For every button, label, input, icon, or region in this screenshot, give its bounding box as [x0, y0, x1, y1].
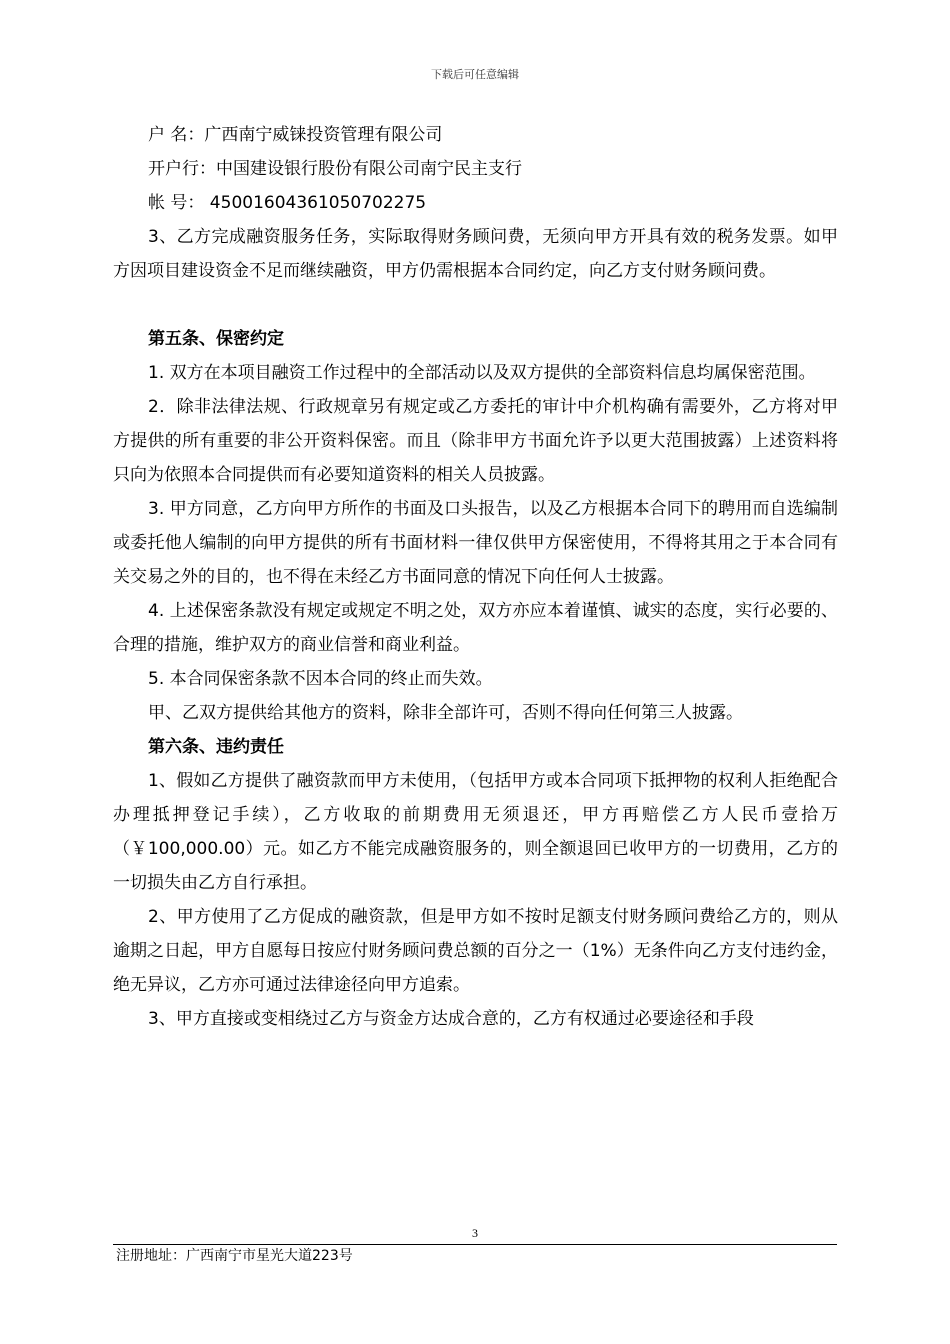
page-number: 3	[472, 1226, 478, 1240]
account-number-line: 帐 号： 45001604361050702275	[148, 193, 427, 213]
clause-4-item-3: 3、乙方完成融资服务任务，实际取得财务顾问费，无须向甲方开具有效的税务发票。如甲方因项目建设资金不足而继续融资，甲方仍需根据本合同约定，向乙方支付财务顾问费。	[113, 227, 838, 281]
paragraph-gap	[113, 288, 838, 322]
confidentiality-item-4: 4. 上述保密条款没有规定或规定不明之处，双方亦应本着谨慎、诚实的态度，实行必要的、合理的措施，维护双方的商业信誉和商业利益。	[113, 601, 838, 655]
confidentiality-item-1: 1. 双方在本项目融资工作过程中的全部活动以及双方提供的全部资料信息均属保密范围。	[148, 363, 816, 383]
section-heading-confidentiality: 第五条、保密约定	[148, 329, 284, 349]
header-note: 下载后可任意编辑	[431, 68, 519, 81]
liability-item-2: 2、甲方使用了乙方促成的融资款，但是甲方如不按时足额支付财务顾问费给乙方的，则从逾期之日起，甲方自愿每日按应付财务顾问费总额的百分之一（1%）无条件向乙方支付违约金，绝无异议，乙方亦可通过法律途径向甲方追索。	[113, 907, 838, 995]
confidentiality-item-2: 2．除非法律法规、行政规章另有规定或乙方委托的审计中介机构确有需要外，乙方将对甲方提供的所有重要的非公开资料保密。而且（除非甲方书面允许予以更大范围披露）上述资料将只向为依照本合同提供而有必要知道资料的相关人员披露。	[113, 397, 838, 485]
liability-item-3: 3、甲方直接或变相绕过乙方与资金方达成合意的，乙方有权通过必要途径和手段	[148, 1009, 754, 1029]
confidentiality-item-5: 5. 本合同保密条款不因本合同的终止而失效。	[148, 669, 493, 689]
bank-line: 开户行：中国建设银行股份有限公司南宁民主支行	[148, 159, 522, 179]
confidentiality-item-3: 3. 甲方同意，乙方向甲方所作的书面及口头报告，以及乙方根据本合同下的聘用而自选编制或委托他人编制的向甲方提供的所有书面材料一律仅供甲方保密使用，不得将其用之于本合同有关交易之外的目的，也不得在未经乙方书面同意的情况下向任何人士披露。	[113, 499, 838, 587]
document-body	[113, 118, 838, 1036]
account-name-line: 户 名：广西南宁威铼投资管理有限公司	[148, 125, 443, 145]
confidentiality-note: 甲、乙双方提供给其他方的资料，除非全部许可，否则不得向任何第三人披露。	[148, 703, 743, 723]
section-heading-liability: 第六条、违约责任	[148, 737, 284, 757]
footer-address: 注册地址：广西南宁市星光大道223号	[116, 1248, 353, 1264]
liability-item-1: 1、假如乙方提供了融资款而甲方未使用，（包括甲方或本合同项下抵押物的权利人拒绝配合办理抵押登记手续），乙方收取的前期费用无须退还，甲方再赔偿乙方人民币壹拾万（￥100,000.00）元。如乙方不能完成融资服务的，则全额退回已收甲方的一切费用，乙方的一切损失由乙方自行承担。	[113, 771, 838, 893]
